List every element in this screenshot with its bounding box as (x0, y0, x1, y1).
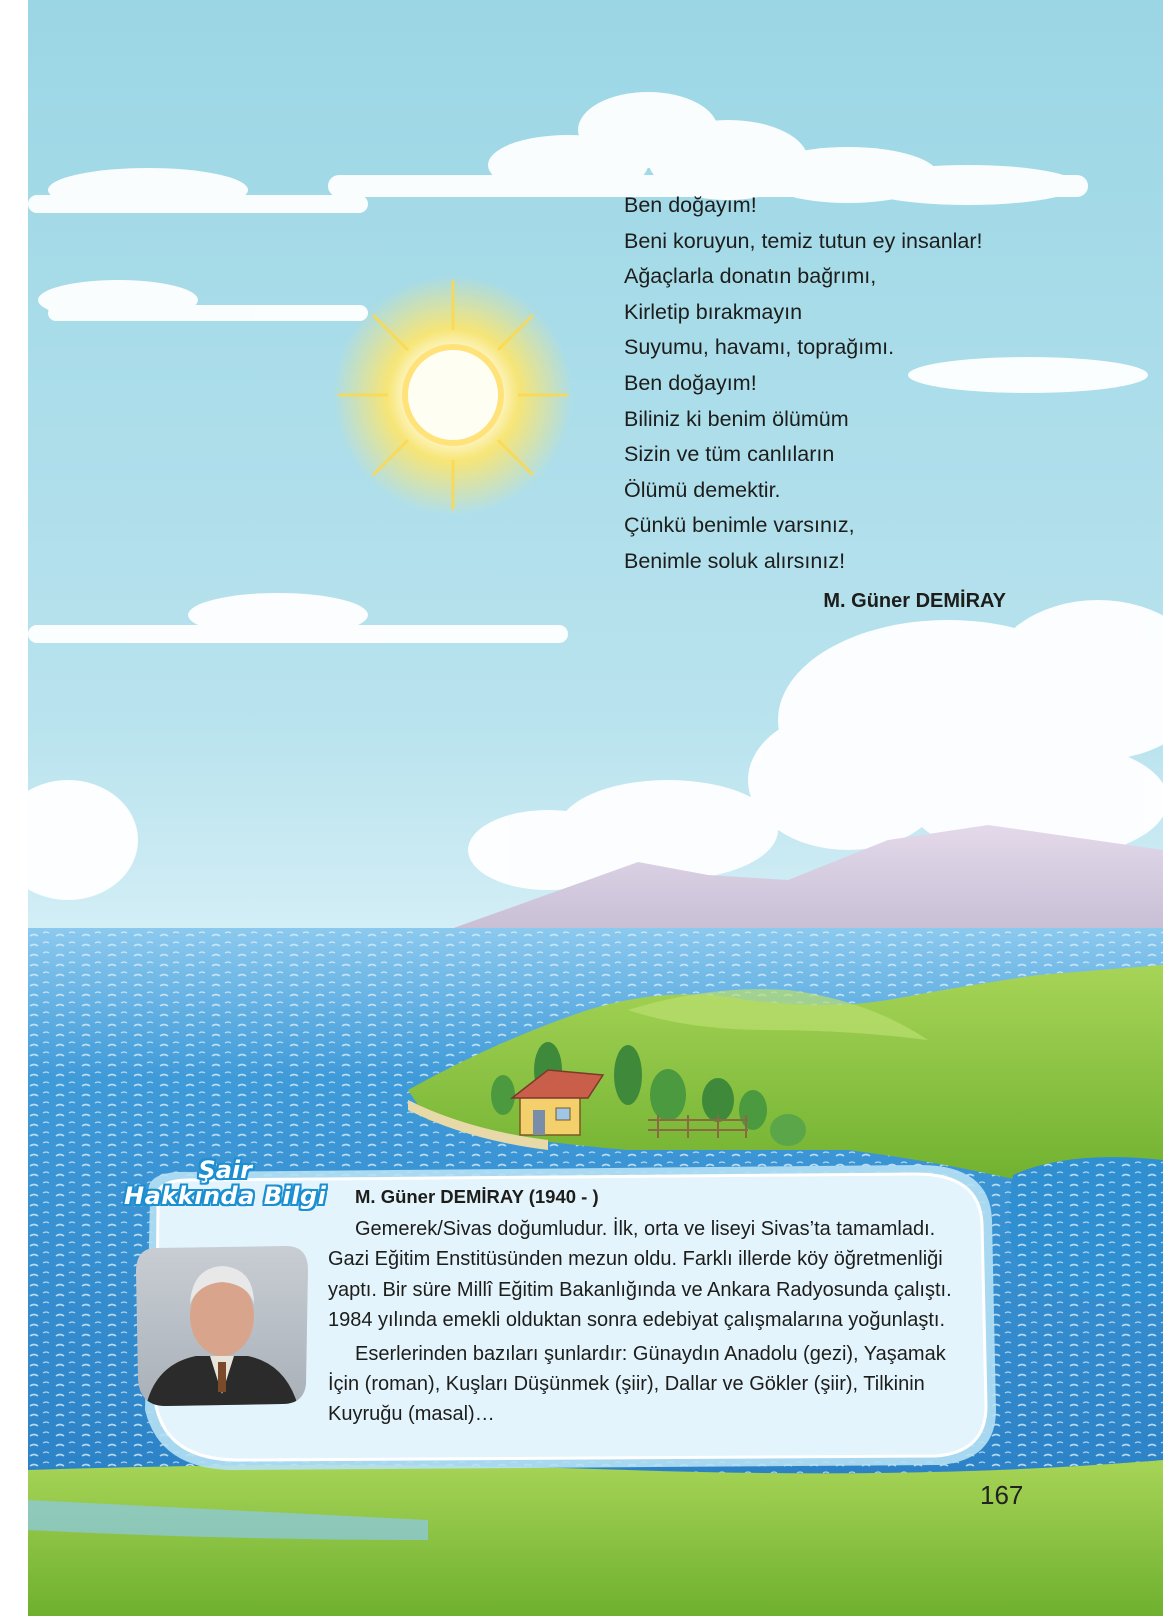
poem-line: Beni koruyun, temiz tutun ey insanlar! (624, 228, 983, 253)
poem (624, 188, 1044, 580)
textbook-page (28, 0, 1163, 1616)
poem-line: Çünkü benimle varsınız, (624, 513, 855, 538)
poem-line: Ölümü demektir. (624, 477, 781, 502)
poem-line: Ağaçlarla donatın bağrımı, (624, 264, 877, 289)
info-title-line1: Şair (198, 1156, 252, 1184)
poem-line: Biliniz ki benim ölümüm (624, 406, 849, 431)
poem-author: M. Güner DEMİRAY (823, 590, 1006, 612)
poem-line: Benimle soluk alırsınız! (624, 548, 846, 573)
poem-line: Sizin ve tüm canlıların (624, 442, 835, 467)
info-title-line2: Hakkında Bilgi (124, 1182, 327, 1210)
poem-line: Suyumu, havamı, toprağımı. (624, 335, 895, 360)
poem-line: Ben doğayım! (624, 193, 757, 217)
author-photo (136, 1244, 308, 1406)
bio-paragraph: Eserlerinden bazıları şunlardır: Günaydın Anadolu (gezi), Yaşamak İçin (roman), Kuşları Düşünmek (şiir), Dallar ve Gökler (şiir), Tilkinin Kuyruğu (masal)… (328, 1343, 946, 1426)
poem-line: Kirletip bırakmayın (624, 299, 803, 324)
poem-line: Ben doğayım! (624, 370, 757, 395)
page-number: 167 (980, 1480, 1024, 1510)
bio-heading: M. Güner DEMİRAY (1940 - ) (355, 1186, 599, 1207)
poet-bio (328, 1182, 968, 1430)
info-box-title (124, 1157, 326, 1209)
bio-paragraph: Gemerek/Sivas doğumludur. İlk, orta ve liseyi Sivas’ta tamamladı. Gazi Eğitim Enstitüsünden mezun oldu. Farklı illerde köy öğretmenliği yaptı. Bir süre Millî Eğitim Bakanlığında ve Ankara Radyosunda çalıştı. 1984 yılında emekli olduktan sonra edebiyat çalışmalarına yoğunlaştı. (328, 1218, 952, 1331)
